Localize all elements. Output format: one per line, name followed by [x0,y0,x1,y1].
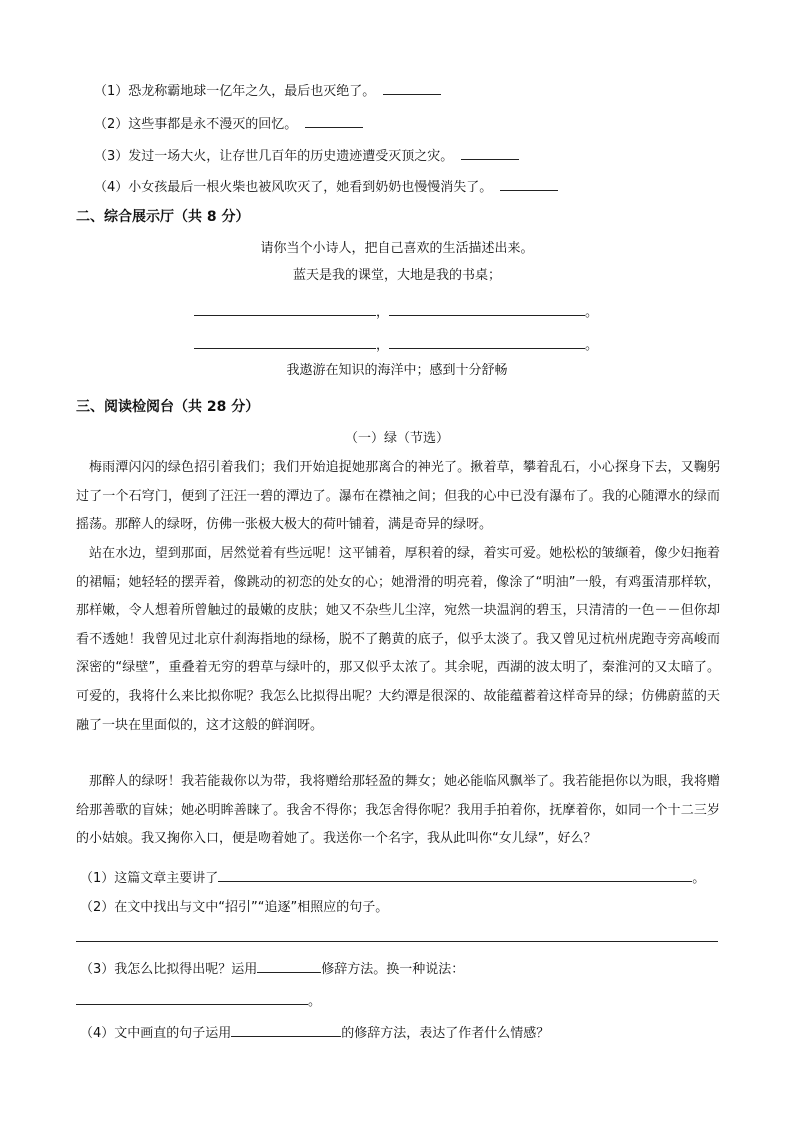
answer-blank[interactable] [389,303,585,316]
comma: ， [376,338,390,353]
answer-blank[interactable] [194,336,376,349]
comma: ， [376,305,390,320]
question-text: （4）文中画直的句子运用 [80,1026,232,1041]
poem-line-1: 蓝天是我的课堂，大地是我的书桌； [292,268,501,283]
question-text: （3）发过一场大火，让存世几百年的历史遗迹遭受灭顶之灾。 [94,149,454,164]
question-text: （1）恐龙称霸地球一亿年之久，最后也灭绝了。 [94,84,376,99]
answer-blank[interactable] [231,1024,341,1037]
reading-question-3-answer [76,992,321,1011]
question-text: 的修辞方法，表达了作者什么情感？ [341,1026,550,1041]
reading-question-3 [80,960,464,979]
reading-question-4 [80,1024,549,1043]
answer-blank[interactable] [461,147,519,160]
period: 。 [585,338,599,353]
question-text: 修辞方法。换一种说法： [321,962,465,977]
section-heading: 三、阅读检阅台（共 28 分） [76,399,260,415]
answer-blank[interactable] [500,178,558,191]
reading-question-2: （2）在文中找出与文中“招引”“追逐”相照应的句子。 [80,900,389,915]
reading-question-1 [80,869,705,888]
passage-paragraph-3: 那醉人的绿呀！我若能裁你以为带，我将赠给那轻盈的舞女；她必能临风飘举了。我若能挹你以为眼，我将赠给那善歌的盲妹；她必明眸善睐了。我舍不得你；我怎舍得你呢？我用手拍着你，抚摩着你，如同一个十二三岁的小姑娘。我又掬你入口，便是吻着她了。我送你一个名字，我从此叫你“女儿绿”，好么？ [76,774,720,847]
answer-blank[interactable] [389,336,585,349]
poem-last-line: 我遨游在知识的海洋中；感到十分舒畅 [286,363,508,378]
question-item-1 [94,82,441,101]
answer-blank[interactable] [383,82,441,95]
question-text: （4）小女孩最后一根火柴也被风吹灭了，她看到奶奶也慢慢消失了。 [94,180,493,195]
poem-blank-row-2 [194,336,598,355]
question-text: （2）这些事都是永不漫灭的回忆。 [94,117,298,132]
period: 。 [308,994,322,1009]
question-text: （3）我怎么比拟得出呢？运用 [80,962,258,977]
answer-blank[interactable] [257,960,321,973]
period: 。 [692,871,706,886]
question-item-3 [94,147,519,166]
passage-title: （一）绿（节选） [344,431,449,446]
poem-prompt: 请你当个小诗人，把自己喜欢的生活描述出来。 [260,241,534,256]
period: 。 [585,305,599,320]
answer-blank[interactable] [218,869,692,882]
passage-paragraph-2: 站在水边，望到那面，居然觉着有些远呢！这平铺着，厚积着的绿，着实可爱。她松松的皱缬着，像少妇拖着的裙幅；她轻轻的摆弄着，像跳动的初恋的处女的心；她滑滑的明亮着，像涂了“明油”一般，有鸡蛋清那样软，那样嫩，令人想着所曾触过的最嫩的皮肤；她又不杂些儿尘滓，宛然一块温润的碧玉，只清清的一色－－但你却看不透她！我曾见过北京什刹海指地的绿杨，脱不了鹅黄的底子，似乎太淡了。我又曾见过杭州虎跑寺旁高峻而深密的“绿壁”，重叠着无穷的碧草与绿叶的，那又似乎太浓了。其余呢，西湖的波太明了，秦淮河的又太暗了。可爱的，我将什么来比拟你呢？我怎么比拟得出呢？大约潭是很深的、故能蕴蓄着这样奇异的绿；仿佛蔚蓝的天融了一块在里面似的，这才这般的鲜润呀。 [76,546,720,733]
poem-blank-row-1 [194,303,598,322]
question-item-2 [94,115,363,134]
answer-blank[interactable] [305,115,363,128]
question-item-4 [94,178,558,197]
section-heading: 二、综合展示厅（共 8 分） [76,209,250,225]
passage-paragraph-1: 梅雨潭闪闪的绿色招引着我们；我们开始追捉她那离合的神光了。揪着草，攀着乱石，小心探身下去，又鞠躬过了一个石穹门，便到了汪汪一碧的潭边了。瀑布在襟袖之间；但我的心中已没有瀑布了。我的心随潭水的绿而摇荡。那醉人的绿呀，仿佛一张极大极大的荷叶铺着，满是奇异的绿呀。 [76,460,720,533]
answer-blank[interactable] [194,303,376,316]
question-text: （1）这篇文章主要讲了 [80,871,219,886]
answer-blank[interactable] [76,992,308,1005]
answer-line[interactable] [76,941,718,942]
